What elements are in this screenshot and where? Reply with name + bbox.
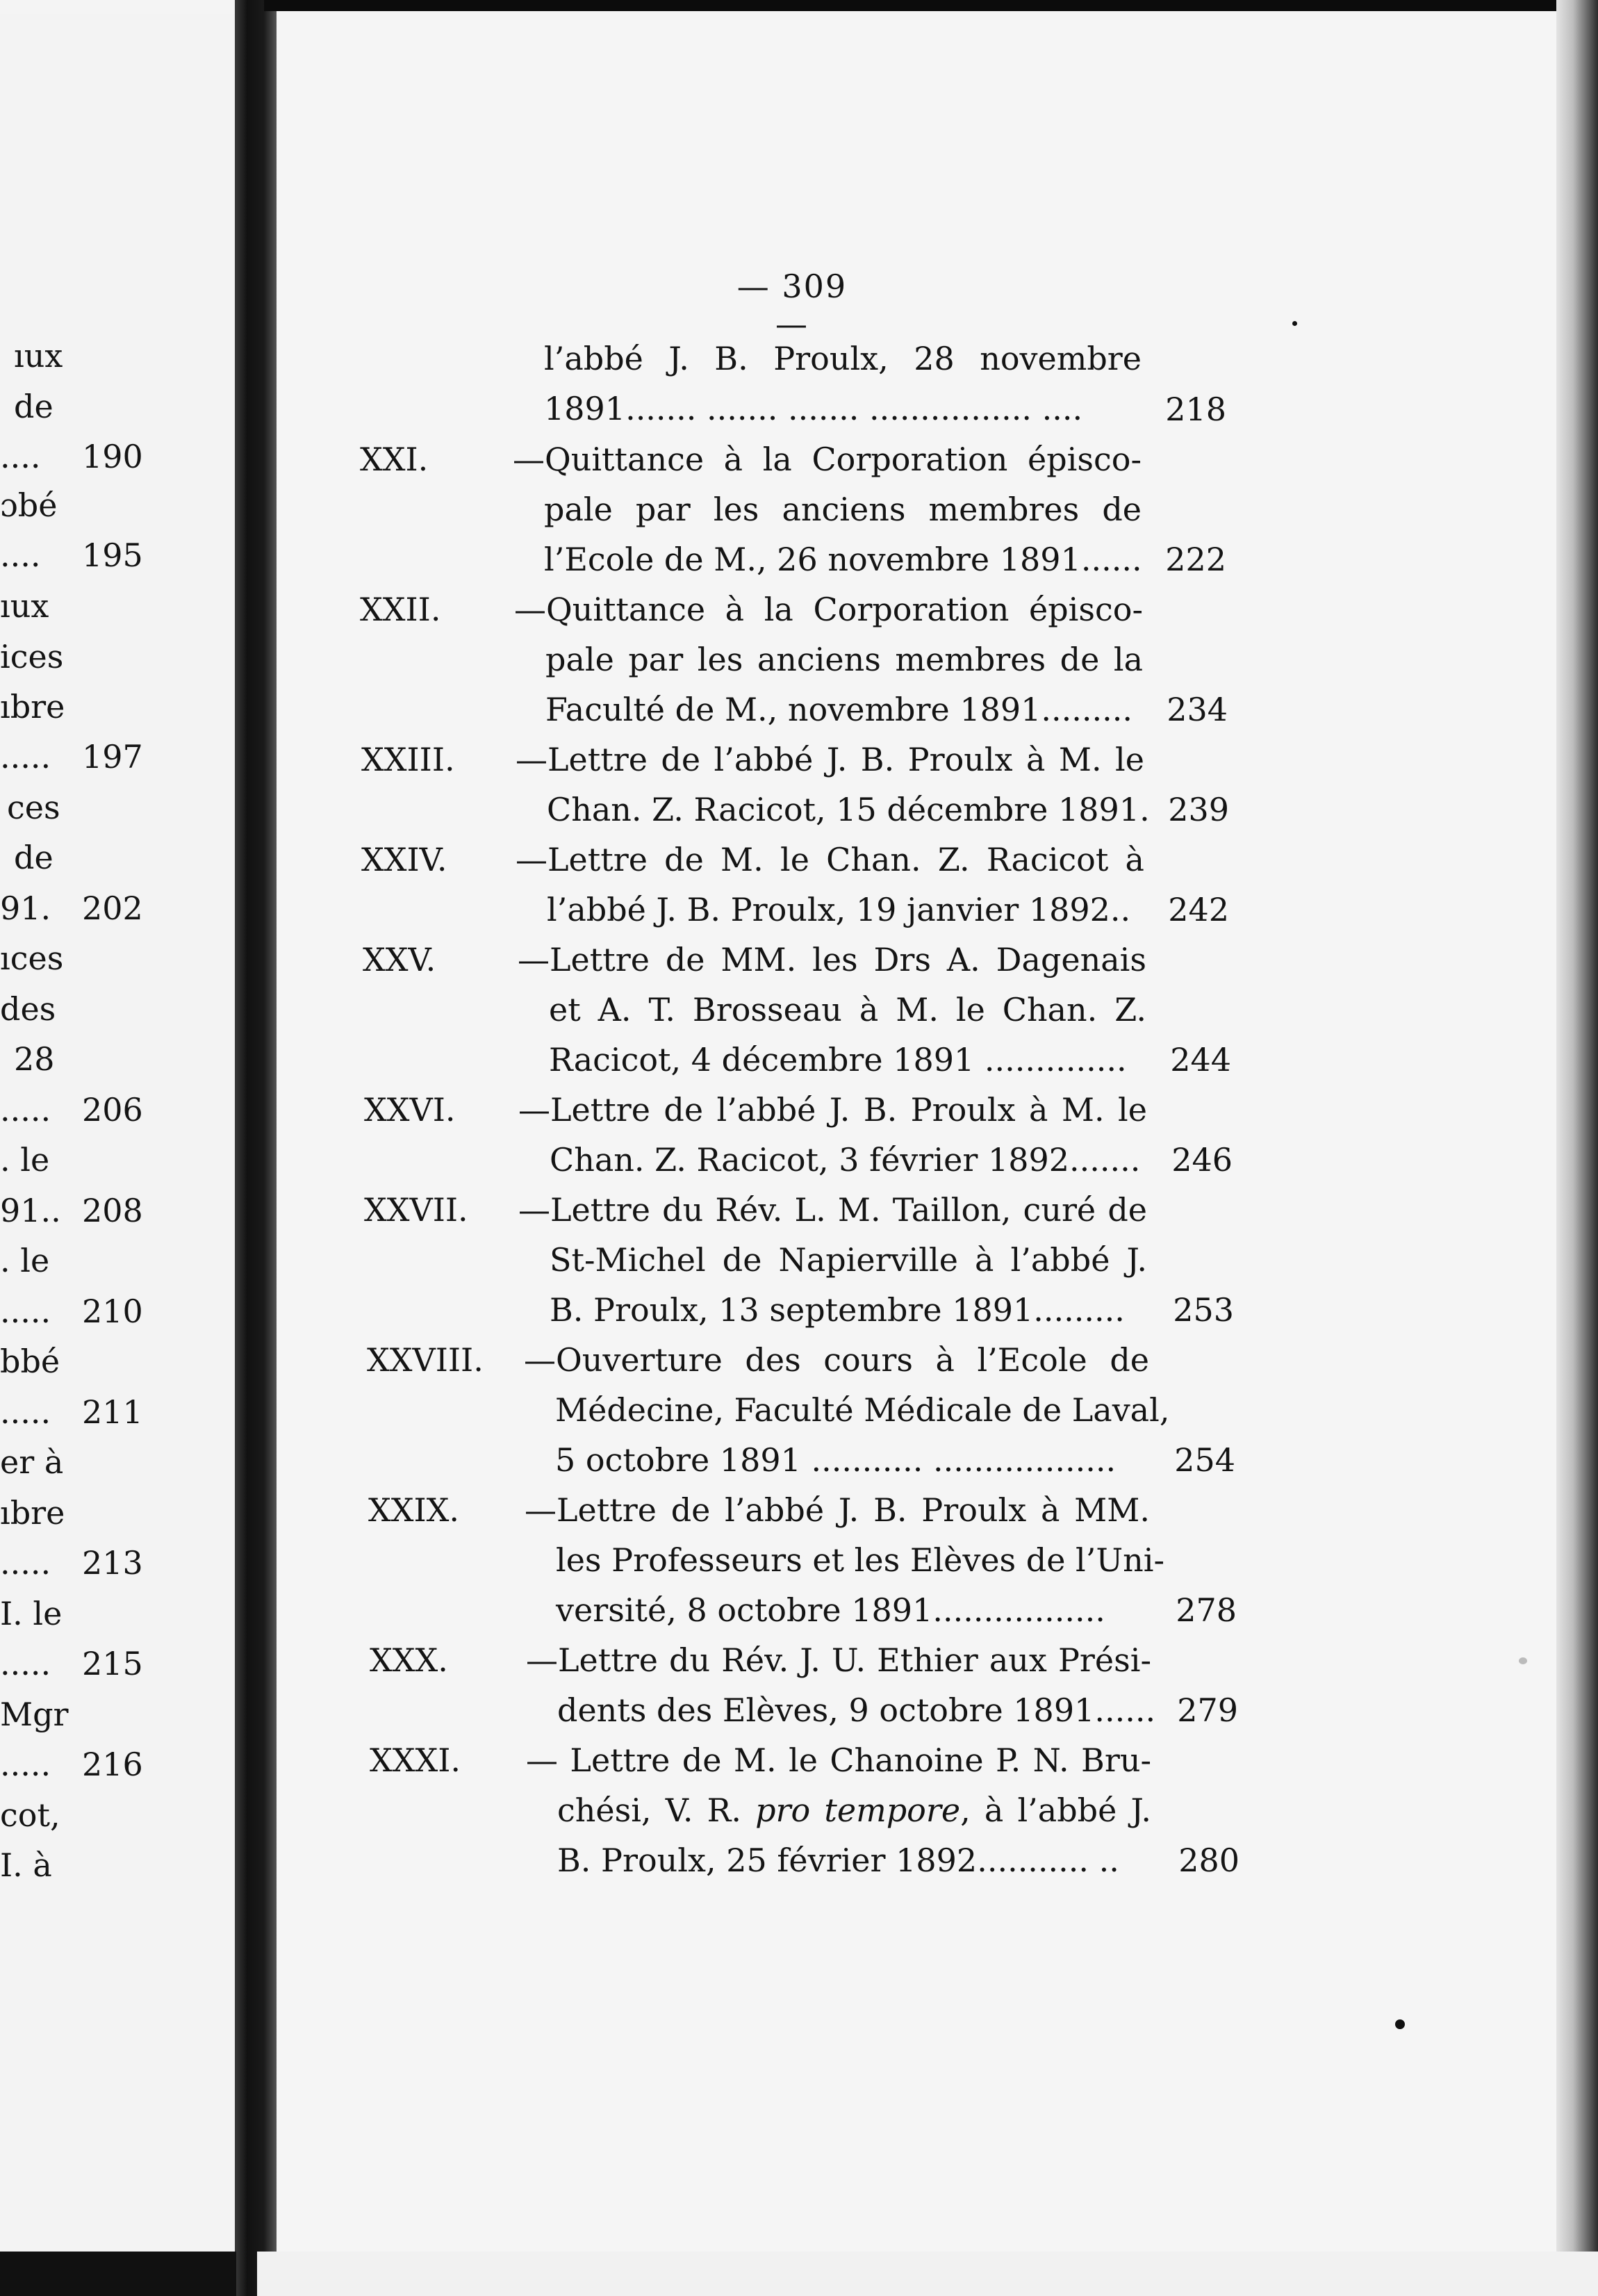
entry-line: Chan. Z. Racicot, 15 décembre 1891. xyxy=(547,791,1150,828)
page-number: — 309 — xyxy=(736,268,848,343)
scan-right-edge xyxy=(1556,0,1598,2296)
entry-line: —Lettre de l’abbé J. B. Proulx à M. le xyxy=(516,741,1144,778)
left-fragment: ..... xyxy=(0,1645,51,1682)
entry-line: Chan. Z. Racicot, 3 février 1892....... xyxy=(550,1141,1141,1179)
entry-line: — Lettre de M. le Chanoine P. N. Bru- xyxy=(526,1741,1151,1779)
left-fragment: Mgr xyxy=(0,1696,69,1733)
entry-page-number: 246 xyxy=(1171,1141,1233,1179)
entry-line: les Professeurs et les Elèves de l’Uni- xyxy=(556,1541,1165,1579)
left-fragment: des xyxy=(0,990,56,1028)
toc-entry xyxy=(524,1335,1170,1485)
scan-bottom-edge xyxy=(257,2252,1598,2296)
left-fragment: 91. xyxy=(0,889,51,927)
entry-numeral: XXIV. xyxy=(361,841,447,878)
toc-entry xyxy=(516,735,1150,835)
entry-line: 1891....... ....... ....... ................ .... xyxy=(544,390,1083,427)
entry-line: —Lettre de MM. les Drs A. Dagenais xyxy=(518,941,1146,978)
scan-speck xyxy=(1519,1657,1527,1664)
left-fragment: 91.. xyxy=(0,1192,61,1229)
left-fragment: 208 xyxy=(82,1192,143,1229)
left-fragment: ces xyxy=(7,789,60,826)
entry-line: pale par les anciens membres de la xyxy=(545,641,1143,678)
left-fragment: 190 xyxy=(82,438,143,475)
left-fragment: 210 xyxy=(82,1293,143,1330)
toc-entry xyxy=(525,1485,1165,1635)
entry-numeral: XXVII. xyxy=(364,1191,468,1229)
left-fragment: ..... xyxy=(0,1544,51,1582)
entry-line: St-Michel de Napierville à l’abbé J. xyxy=(550,1241,1147,1279)
left-fragment: 206 xyxy=(82,1091,143,1129)
scan-left-bottom xyxy=(0,2252,236,2296)
entry-line: —Ouverture des cours à l’Ecole de xyxy=(524,1341,1149,1379)
left-fragment: ıux xyxy=(0,587,49,625)
left-fragment: 215 xyxy=(82,1645,143,1682)
entry-numeral: XXVI. xyxy=(364,1091,456,1129)
entry-line: —Lettre du Rév. L. M. Taillon, curé de xyxy=(518,1191,1147,1229)
left-fragment: ..... xyxy=(0,1091,51,1129)
entry-line-part: , à l’abbé J. xyxy=(960,1791,1151,1829)
left-fragment: ..... xyxy=(0,1746,51,1783)
toc-entry-continuation xyxy=(544,334,1142,434)
left-facing-page xyxy=(0,14,236,2252)
entry-line: —Lettre du Rév. J. U. Ethier aux Prési- xyxy=(526,1641,1151,1679)
left-fragment: ..... xyxy=(0,1293,51,1330)
book-gutter xyxy=(235,0,277,2296)
left-fragment: 202 xyxy=(82,889,143,927)
entry-line: l’Ecole de M., 26 novembre 1891...... xyxy=(544,541,1142,578)
entry-numeral: XXVIII. xyxy=(367,1341,484,1379)
entry-line: B. Proulx, 25 février 1892........... .. xyxy=(557,1842,1119,1879)
entry-line: l’abbé J. B. Proulx, 19 janvier 1892.. xyxy=(547,891,1131,928)
entry-line: pale par les anciens membres de xyxy=(544,491,1142,528)
left-fragment: ıbre xyxy=(0,1494,65,1532)
scan-top-edge xyxy=(264,0,1598,11)
entry-page-number: 242 xyxy=(1168,891,1229,928)
left-fragment: ..... xyxy=(0,1393,51,1431)
left-fragment: 28 xyxy=(14,1040,55,1078)
entry-line: —Lettre de l’abbé J. B. Proulx à MM. xyxy=(525,1491,1150,1529)
entry-page-number: 234 xyxy=(1167,691,1228,728)
left-fragment: 213 xyxy=(82,1544,143,1582)
left-fragment: de xyxy=(14,839,53,876)
entry-numeral: XXIX. xyxy=(368,1491,460,1529)
entry-line: l’abbé J. B. Proulx, 28 novembre xyxy=(544,340,1142,377)
left-fragment: .... xyxy=(0,536,41,574)
entry-page-number: 222 xyxy=(1165,541,1226,578)
entry-page-number: 253 xyxy=(1173,1291,1234,1329)
entry-line-part: chési, V. R. xyxy=(557,1791,756,1829)
toc-entry xyxy=(514,584,1143,735)
toc-entry xyxy=(518,1085,1147,1185)
scan-speck xyxy=(1395,2019,1405,2029)
entry-page-number: 278 xyxy=(1176,1591,1237,1629)
entry-numeral: XXX. xyxy=(370,1641,448,1679)
left-fragment: er à xyxy=(0,1443,64,1481)
entry-line: —Lettre de M. le Chan. Z. Racicot à xyxy=(516,841,1144,878)
entry-line: —Quittance à la Corporation épisco- xyxy=(514,591,1143,628)
left-fragment: . le xyxy=(0,1141,50,1179)
left-fragment: de xyxy=(14,388,53,425)
entry-page-number: 279 xyxy=(1177,1691,1238,1729)
left-fragment: ..... xyxy=(0,738,51,776)
entry-page-number: 218 xyxy=(1165,391,1226,428)
left-fragment: bbé xyxy=(0,1343,60,1380)
toc-entry xyxy=(526,1735,1151,1885)
entry-page-number: 244 xyxy=(1170,1041,1231,1079)
entry-line: Racicot, 4 décembre 1891 .............. xyxy=(549,1041,1127,1079)
entry-line: et A. T. Brosseau à M. le Chan. Z. xyxy=(549,991,1146,1028)
left-fragment: 216 xyxy=(82,1746,143,1783)
entry-line: Faculté de M., novembre 1891......... xyxy=(545,691,1133,728)
scan-speck xyxy=(1292,321,1297,326)
left-fragment: 195 xyxy=(82,536,143,574)
toc-entry xyxy=(526,1635,1156,1735)
entry-numeral: XXV. xyxy=(363,941,436,978)
entry-line-italic: pro tempore xyxy=(755,1791,961,1829)
entry-numeral: XXIII. xyxy=(361,741,455,778)
entry-line: Médecine, Faculté Médicale de Laval, xyxy=(555,1391,1170,1429)
entry-numeral: XXXI. xyxy=(370,1741,461,1779)
left-fragment: I. le xyxy=(0,1595,63,1632)
toc-entry xyxy=(513,434,1142,584)
left-fragment: ıces xyxy=(0,940,64,977)
left-fragment: . le xyxy=(0,1242,50,1279)
entry-numeral: XXII. xyxy=(360,591,441,628)
entry-line: versité, 8 octobre 1891................. xyxy=(556,1591,1105,1629)
entry-numeral: XXI. xyxy=(360,441,429,478)
left-fragment: .... xyxy=(0,438,41,475)
entry-line: dents des Elèves, 9 octobre 1891...... xyxy=(557,1691,1156,1729)
entry-page-number: 239 xyxy=(1168,791,1229,828)
left-fragment: ıux xyxy=(14,337,63,375)
toc-entry xyxy=(518,1185,1147,1335)
entry-line xyxy=(557,1785,1151,1835)
left-fragment: ıbre xyxy=(0,688,65,725)
entry-line: 5 octobre 1891 ........... .................. xyxy=(555,1441,1117,1479)
left-fragment: ɔbé xyxy=(0,486,58,524)
left-fragment: 211 xyxy=(82,1393,143,1431)
entry-line: —Quittance à la Corporation épisco- xyxy=(513,441,1142,478)
left-fragment: I. à xyxy=(0,1846,52,1884)
entry-line: —Lettre de l’abbé J. B. Proulx à M. le xyxy=(518,1091,1147,1129)
left-fragment: ices xyxy=(0,638,64,675)
entry-page-number: 280 xyxy=(1178,1842,1239,1879)
entry-page-number: 254 xyxy=(1174,1441,1235,1479)
toc-entry xyxy=(516,835,1144,935)
left-fragment: cot, xyxy=(0,1796,60,1834)
entry-line: B. Proulx, 13 septembre 1891......... xyxy=(550,1291,1125,1329)
left-fragment: 197 xyxy=(82,738,143,776)
toc-entry xyxy=(518,935,1146,1085)
